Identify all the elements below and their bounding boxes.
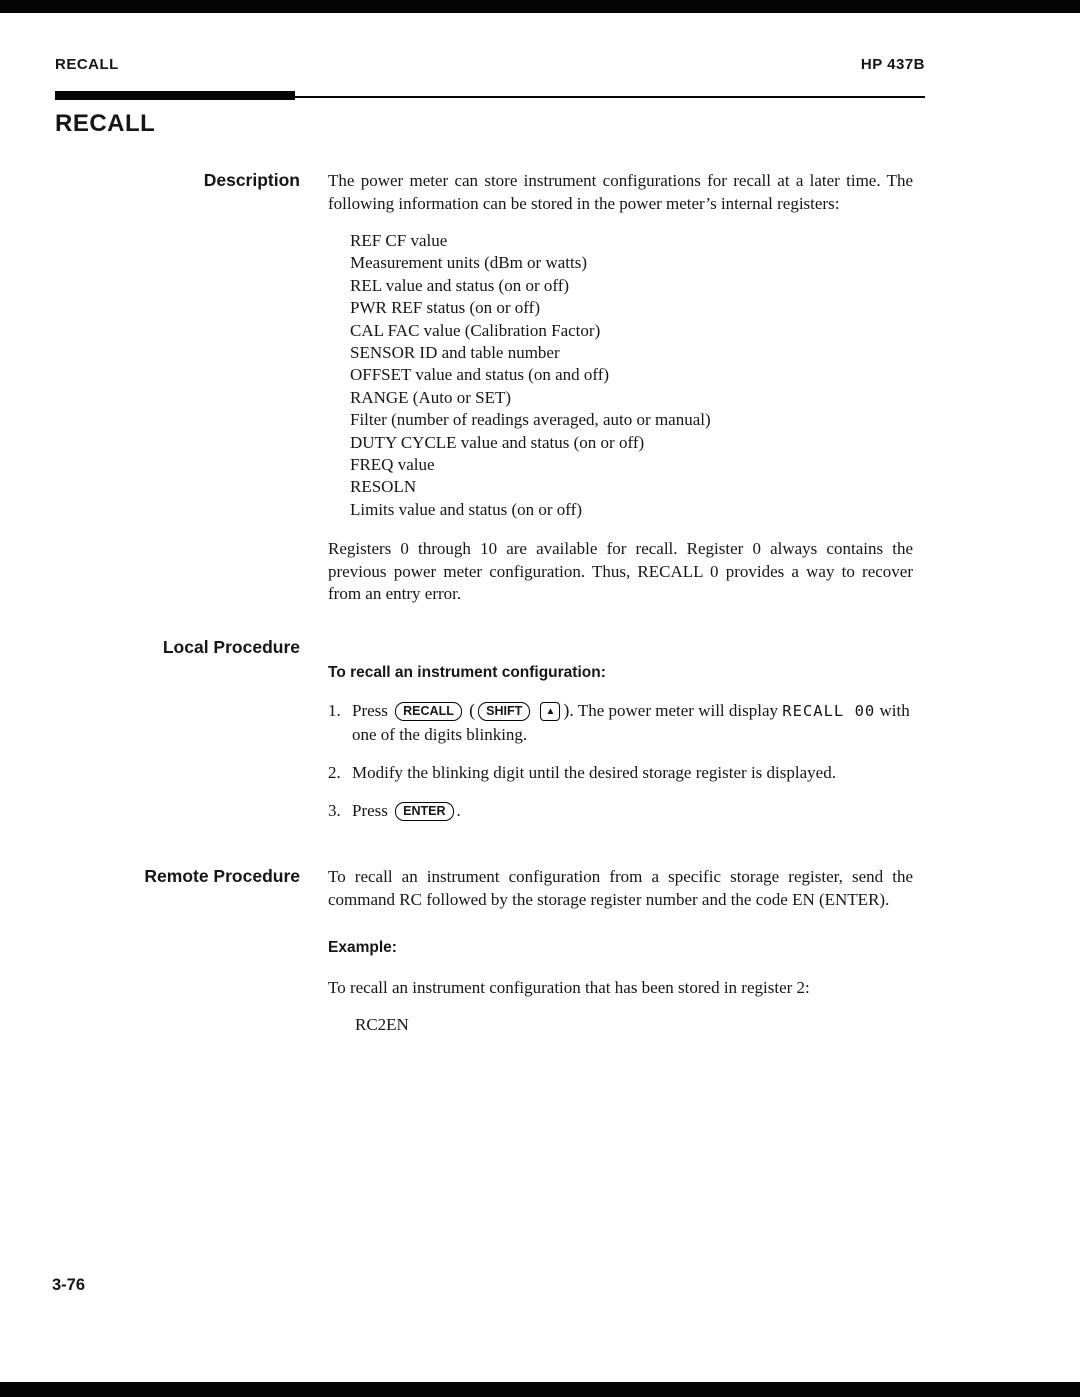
header-doc-title: RECALL [55, 56, 119, 73]
page-header [55, 56, 925, 73]
list-item: Limits value and status (on or off) [350, 499, 582, 519]
header-model-number: HP 437B [860, 56, 925, 73]
list-item: REF CF value [350, 231, 448, 250]
example-text: To recall an instrument configuration that has been stored in register 2: [328, 977, 810, 997]
list-item: FREQ value [350, 455, 435, 475]
list-item: OFFSET value and status (on and off) [350, 365, 610, 385]
list-item: REL value and status (on or off) [350, 275, 570, 295]
recall-keycap: RECALL [395, 702, 462, 721]
list-item: RESOLN [350, 477, 417, 497]
remote-procedure-text: To recall an instrument configuration from a specific storage register, send the command RC followed by the storage register number and the code EN (ENTER). [328, 867, 913, 909]
step-text: The power meter will display [577, 701, 778, 721]
paren-close: ). [563, 700, 574, 721]
list-item: DUTY CYCLE value and status (on or off) [350, 432, 645, 452]
top-border-bar [0, 0, 1080, 13]
step-body [352, 799, 913, 822]
step-text: Press [352, 801, 388, 821]
step-text: with one of the digits blinking. [352, 701, 910, 745]
step-body [352, 699, 913, 746]
register-list [328, 230, 913, 521]
example-heading: Example: [328, 939, 397, 957]
paren-open: ( [469, 700, 476, 721]
local-procedure-subhead: To recall an instrument configuration: [328, 663, 606, 681]
local-procedure-section [55, 637, 925, 823]
example-code: RC2EN [355, 1015, 409, 1035]
shift-keycap: SHIFT [478, 702, 530, 721]
description-section [55, 170, 925, 606]
page-number: 3-76 [52, 1276, 86, 1294]
section-label-local-procedure: Local Procedure [162, 636, 300, 657]
enter-keycap: ENTER [395, 802, 453, 821]
page-title: RECALL [55, 110, 156, 137]
remote-procedure-section [55, 866, 925, 1037]
step-text: Press [352, 701, 388, 721]
step-text: . [456, 801, 461, 821]
list-item: PWR REF status (on or off) [350, 298, 540, 318]
list-item: RANGE (Auto or SET) [350, 387, 512, 407]
header-rule-accent [55, 91, 295, 100]
step-1 [328, 699, 913, 746]
list-item: Measurement units (dBm or watts) [350, 253, 588, 273]
bottom-border-bar [0, 1382, 1080, 1397]
step-number: 3. [328, 801, 341, 821]
section-label-remote-procedure: Remote Procedure [144, 866, 300, 887]
step-2 [328, 761, 913, 784]
registers-note: Registers 0 through 10 are available for recall. Register 0 always contains the previous power meter configuration. Thus, RECALL 0 provides a way to recover from an entry error. [328, 539, 913, 604]
up-arrow-keycap: ▲ [540, 702, 560, 721]
list-item: Filter (number of readings averaged, auto or manual) [350, 410, 711, 430]
step-text: Modify the blinking digit until the desired storage register is displayed. [352, 763, 836, 783]
step-3 [328, 799, 913, 822]
lcd-display-text: RECALL 00 [782, 702, 876, 721]
list-item: CAL FAC value (Calibration Factor) [350, 320, 601, 340]
step-number: 1. [328, 701, 341, 721]
section-label-description: Description [203, 170, 300, 190]
list-item: SENSOR ID and table number [350, 343, 560, 363]
page-content [55, 170, 925, 1037]
step-number: 2. [328, 763, 341, 783]
description-intro: The power meter can store instrument configurations for recall at a later time. The following information can be stored in the power meter’s internal registers: [328, 171, 913, 213]
